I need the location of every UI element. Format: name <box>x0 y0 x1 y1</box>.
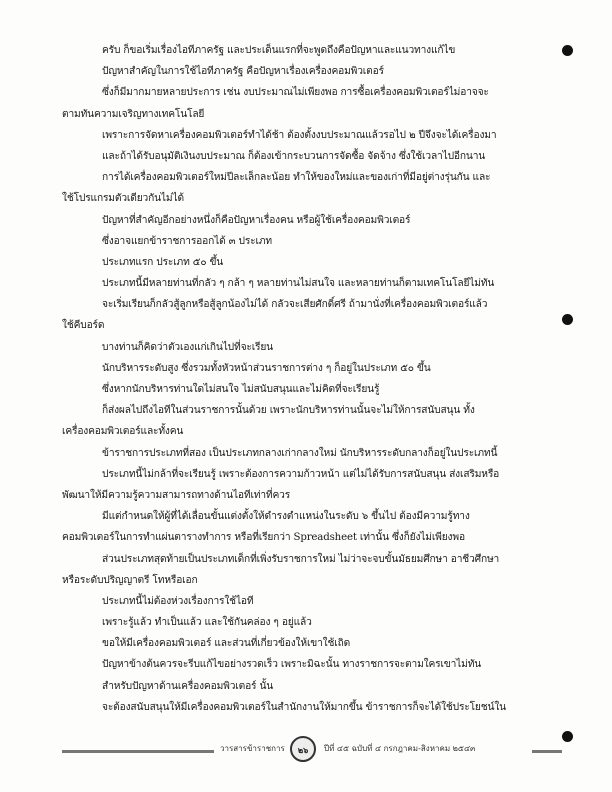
binder-hole-middle <box>562 314 573 325</box>
page-number-badge <box>290 736 316 762</box>
text-line: ประเภทแรก ประเภท ๕๐ ขึ้น <box>102 256 224 268</box>
text-line: ซึ่งหากนักบริหารท่านใดไม่สนใจ ไม่สนับสนุนและไม่คิดที่จะเรียนรู้ <box>102 384 380 395</box>
text-line: จะต้องสนับสนุนให้มีเครื่องคอมพิวเตอร์ในสำนักงานให้มากขึ้น ข้าราชการก็จะได้ใช้ประโยชน์ใน <box>102 701 506 713</box>
text-line: สำหรับปัญหาด้านเครื่องคอมพิวเตอร์ นั้น <box>102 680 274 692</box>
text-line: ประเภทนี้มีหลายท่านที่กลัว ๆ กล้า ๆ หลายท่านไม่สนใจ และหลายท่านก็ตามเทคโนโลยีไม่ทัน <box>102 278 495 290</box>
text-line: ซึ่งก็มีมากมายหลายประการ เช่น งบประมาณไม่เพียงพอ การซื้อเครื่องคอมพิวเตอร์ไม่อาจจะ <box>102 87 489 99</box>
text-line: ตามทันความเจริญทางเทคโนโลยี <box>62 108 205 120</box>
text-line: ครับ ก็ขอเริ่มเรื่องไอทีภาครัฐ และประเด็นแรกที่จะพูดถึงคือปัญหาและแนวทางแก้ไข <box>102 45 456 56</box>
text-line: จะเริ่มเรียนก็กลัวสู้ลูกหรือสู้ลูกน้องไม่ได้ กลัวจะเสียศักดิ์ศรี ถ้ามานั่งที่เครื่องคอมพิวเตอร์แล้ว <box>102 299 488 311</box>
text-line: ซึ่งอาจแยกข้าราชการออกได้ ๓ ประเภท <box>102 235 272 247</box>
text-line: เพราะการจัดหาเครื่องคอมพิวเตอร์ทำได้ช้า ต้องตั้งงบประมาณแล้วรอไป ๒ ปีจึงจะได้เครื่องมา <box>102 129 497 141</box>
text-line: นักบริหารระดับสูง ซึ่งรวมทั้งหัวหน้าส่วนราชการต่าง ๆ ก็อยู่ในประเภท ๕๐ ขึ้น <box>102 362 431 374</box>
text-line: คอมพิวเตอร์ในการทำแผ่นตารางทำการ หรือที่เรียกว่า Spreadsheet เท่านั้น ซึ่งก็ยังไม่เพียงพอ <box>62 532 465 544</box>
footer-issue-info: ปีที่ ๔๕ ฉบับที่ ๔ กรกฎาคม-สิงหาคม ๒๕๔๓ <box>324 744 476 753</box>
text-line: เพราะรู้แล้ว ทำเป็นแล้ว และใช้กันคล่อง ๆ อยู่แล้ว <box>102 617 312 629</box>
text-line: ใช้โปรแกรมตัวเดียวกันไม่ได้ <box>62 193 184 205</box>
page-footer <box>62 738 562 764</box>
text-line: เครื่องคอมพิวเตอร์และทั้งคน <box>62 426 184 438</box>
text-line: พัฒนาให้มีความรู้ความสามารถทางด้านไอทีเท่าที่ควร <box>62 489 291 501</box>
text-line: บางท่านก็คิดว่าตัวเองแก่เกินไปที่จะเรียน <box>102 341 273 353</box>
footer-rule-right <box>532 750 562 753</box>
text-line: ส่วนประเภทสุดท้ายเป็นประเภทเด็กที่เพิ่งรับราชการใหม่ ไม่ว่าจะจบขั้นมัธยมศึกษา อาชีวศึกษา <box>102 553 500 565</box>
text-line: มีแต่กำหนดให้ผู้ที่ได้เลื่อนขั้นแต่งตั้งให้ดำรงตำแหน่งในระดับ ๖ ขึ้นไป ต้องมีความรู้ทาง <box>102 511 470 523</box>
binder-hole-bottom <box>562 731 573 742</box>
text-line: ขอให้มีเครื่องคอมพิวเตอร์ และส่วนที่เกี่ยวข้องให้เขาใช้เถิด <box>102 638 351 650</box>
footer-rule-left <box>62 750 214 753</box>
text-line: ประเภทนี้ไม่กล้าที่จะเรียนรู้ เพราะต้องการความก้าวหน้า แต่ไม่ได้รับการสนับสนุน ส่งเสริมหรือ <box>102 468 500 480</box>
page-number: ๒๖ <box>297 746 309 755</box>
footer-journal-title: วารสารข้าราชการ <box>220 744 285 753</box>
text-line: ข้าราชการประเภทที่สอง เป็นประเภทกลางเก่ากลางใหม่ นักบริหารระดับกลางก็อยู่ในประเภทนี้ <box>102 447 498 459</box>
binder-hole-top <box>562 45 573 56</box>
text-line: ปัญหาที่สำคัญอีกอย่างหนึ่งก็คือปัญหาเรื่องคน หรือผู้ใช้เครื่องคอมพิวเตอร์ <box>102 214 411 226</box>
text-line: ประเภทนี้ไม่ต้องห่วงเรื่องการใช้ไอที <box>102 595 254 607</box>
body-text <box>62 40 542 718</box>
text-line: ปัญหาข้างต้นควรจะรีบแก้ไขอย่างรวดเร็ว เพราะมิฉะนั้น ทางราชการจะตามใครเขาไม่ทัน <box>102 659 482 671</box>
text-line: ก็ส่งผลไปถึงไอทีในส่วนราชการนั้นด้วย เพราะนักบริหารท่านนั้นจะไม่ให้การสนับสนุน ทั้ง <box>102 405 475 417</box>
text-line: หรือระดับปริญญาตรี โทหรือเอก <box>62 574 198 586</box>
text-line: การได้เครื่องคอมพิวเตอร์ใหม่ปีละเล็กละน้อย ทำให้ของใหม่และของเก่าที่มีอยู่ต่างรุ่นกัน และ <box>102 172 491 184</box>
text-line: ปัญหาสำคัญในการใช้ไอทีภาครัฐ คือปัญหาเรื่องเครื่องคอมพิวเตอร์ <box>102 66 384 78</box>
text-line: และถ้าได้รับอนุมัติเงินงบประมาณ ก็ต้องเข้ากระบวนการจัดซื้อ จัดจ้าง ซึ่งใช้เวลาไปอีกนาน <box>102 150 486 162</box>
text-line: ใช้คีบอร์ด <box>62 320 105 332</box>
